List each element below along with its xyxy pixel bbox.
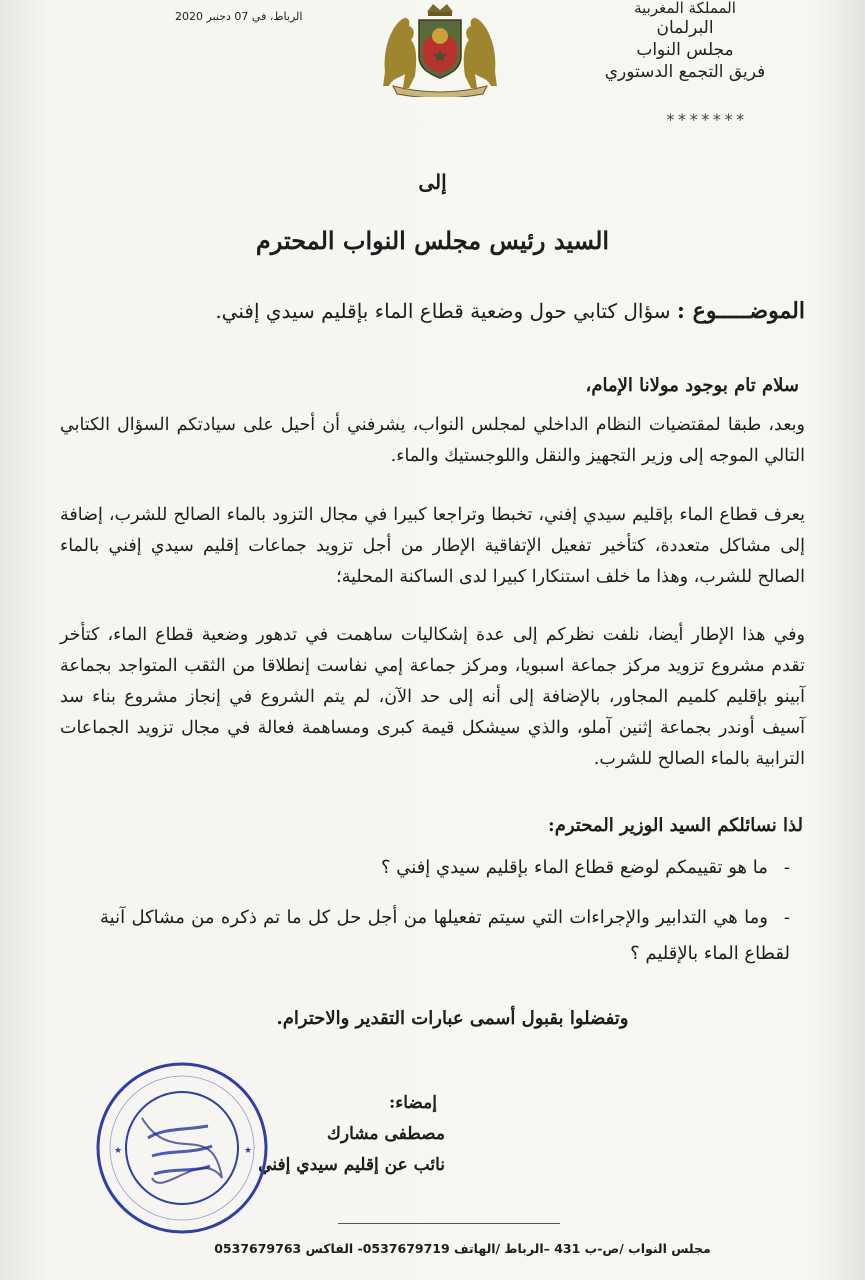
question-text: ما هو تقييمكم لوضع قطاع الماء بإقليم سيدي إفني ؟ <box>380 857 768 878</box>
signature-block <box>258 1088 445 1181</box>
paragraph-text: وفي هذا الإطار أيضا، نلفت نظركم إلى عدة إشكاليات ساهمت في تدهور وضعية قطاع الماء، كتأخر تقدم مشروع تزويد مركز جماعة اسبويا، ومركز جماعة إمي نفاست إنطلاقا من الثقب المتواجد بجماعة آبينو بإقليم كلميم المجاور، بالإضافة إلى أنه إلى حد الآن، لم يتم الشروع في إنجاز مشروع بناء سد آسيف أوندر بجماعة إثنين آملو، والذي سيشكل قيمة كبرى ومساهمة فعالة في مجال تزويد الجماعات الترابية بالماء الصالح للشرب. <box>60 625 805 769</box>
house-name: مجلس النواب <box>636 40 734 60</box>
header-stars: ******* <box>665 110 747 129</box>
group-name: فريق التجمع الدستوري <box>604 62 766 82</box>
signatory-name: مصطفى مشارك <box>326 1124 445 1144</box>
subject-text: سؤال كتابي حول وضعية قطاع الماء بإقليم سيدي إفني. <box>215 299 671 323</box>
signatory-title: نائب عن إقليم سيدي إفني <box>258 1155 445 1175</box>
kingdom-name: المملكة المغربية <box>634 0 736 17</box>
signature-label: إمضاء: <box>388 1093 437 1113</box>
parliament-name: البرلمان <box>656 18 714 38</box>
footer-contact: مجلس النواب /ص-ب 431 –الرباط /الهاتف 0537679719- الفاكس 0537679763 <box>214 1241 711 1256</box>
body-paragraph <box>60 500 805 593</box>
subject-label: الموضـــــوع : <box>676 298 805 324</box>
coat-of-arms-icon <box>375 2 505 97</box>
body-paragraph <box>60 620 805 775</box>
bullet-dash: - <box>783 907 790 928</box>
recipient-prefix: إلى <box>418 170 447 194</box>
closing-formula: وتفضلوا بقبول أسمى عبارات التقدير والاحترام. <box>276 1008 629 1029</box>
bullet-dash: - <box>783 857 790 878</box>
greeting: سلام تام بوجود مولانا الإمام، <box>585 375 799 396</box>
body-paragraph <box>60 410 805 472</box>
question-item <box>381 857 790 878</box>
paragraph-text: وبعد، طبقا لمقتضيات النظام الداخلي لمجلس النواب، يشرفني أن أحيل على سيادتكم السؤال الكتابي التالي الموجه إلى وزير التجهيز والنقل واللوجستيك والماء. <box>60 415 805 466</box>
subject-line <box>215 298 805 324</box>
question-intro: لذا نسائلكم السيد الوزير المحترم: <box>548 815 803 836</box>
recipient-title: السيد رئيس مجلس النواب المحترم <box>255 226 610 255</box>
official-stamp-icon <box>92 1058 272 1238</box>
svg-text:★: ★ <box>244 1146 253 1156</box>
svg-text:★: ★ <box>114 1146 123 1156</box>
question-text: وما هي التدابير والإجراءات التي سيتم تفعيلها من أجل حل كل ما تم ذكره من مشاكل آنية لقطاع الماء بالإقليم ؟ <box>100 907 790 964</box>
letter-date: الرباط، في 07 دجنبر 2020 <box>175 10 303 23</box>
paragraph-text: يعرف قطاع الماء بإقليم سيدي إفني، تخبطا وتراجعا كبيرا في مجال التزود بالماء الصالح للشرب، إضافة إلى مشاكل متعددة، كتأخير تفعيل الإتفاقية الإطار من أجل تزويد جماعات إقليم سيدي إفني بالماء الصالح للشرب، وهذا ما خلف استنكارا كبيرا لدى الساكنة المحلية؛ <box>60 505 805 587</box>
footer-divider <box>338 1223 560 1224</box>
letterhead <box>585 0 785 83</box>
question-item <box>100 900 790 972</box>
